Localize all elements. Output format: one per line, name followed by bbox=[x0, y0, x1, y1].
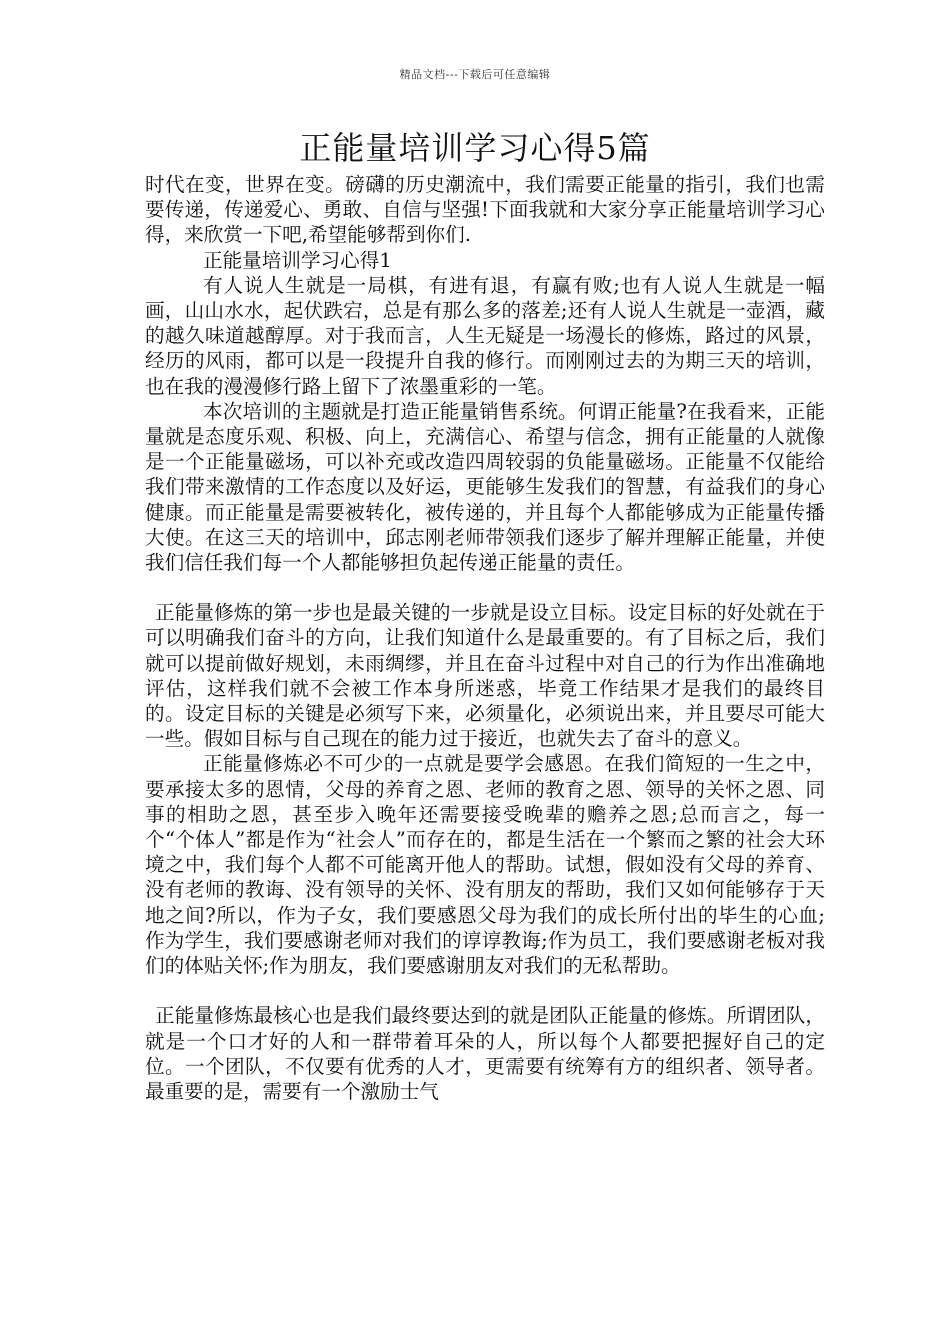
body-paragraph: 正能量修炼的第一步也是最关键的一步就是设立目标。设定目标的好处就在于可以明确我们奋斗的方向，让我们知道什么是最重要的。有了目标之后，我们就可以提前做好规划，未雨绸缪，并且在奋斗过程中对自己的行为作出准确地评估，这样我们就不会被工作本身所迷惑，毕竟工作结果才是我们的最终目的。设定目标的关键是必须写下来，必须量化，必须说出来，并且要尽可能大一些。假如目标与自己现在的能力过于接近，也就失去了奋斗的意义。 bbox=[145, 601, 825, 751]
body-paragraph: 本次培训的主题就是打造正能量销售系统。何谓正能量?在我看来，正能量就是态度乐观、积极、向上，充满信心、希望与信念，拥有正能量的人就像是一个正能量磁场，可以补充或改造四周较弱的负能量磁场。正能量不仅能给我们带来激情的工作态度以及好运，更能够生发我们的智慧，有益我们的身心健康。而正能量是需要被转化，被传递的，并且每个人都能够成为正能量传播大使。在这三天的培训中，邱志刚老师带领我们逐步了解并理解正能量，并使我们信任我们每一个人都能够担负起传递正能量的责任。 bbox=[145, 399, 825, 575]
body-paragraph: 正能量修炼最核心也是我们最终要达到的就是团队正能量的修炼。所谓团队，就是一个口才好的人和一群带着耳朵的人，所以每个人都要把握好自己的定位。一个团队，不仅要有优秀的人才，更需要有统筹有方的组织者、领导者。最重要的是，需要有一个激励士气 bbox=[145, 1004, 825, 1103]
document-title: 正能量培训学习心得5篇 bbox=[299, 129, 651, 167]
intro-paragraph: 时代在变，世界在变。磅礴的历史潮流中，我们需要正能量的指引，我们也需要传递，传递爱心、勇敢、自信与坚强!下面我就和大家分享正能量培训学习心得，来欣赏一下吧,希望能够帮到你们. bbox=[145, 173, 825, 247]
document-body bbox=[145, 172, 825, 1104]
section-heading: 正能量培训学习心得1 bbox=[203, 248, 392, 272]
body-paragraph: 正能量修炼必不可少的一点就是要学会感恩。在我们简短的一生之中，要承接太多的恩情，父母的养育之恩、老师的教育之恩、领导的关怀之恩、同事的相助之恩，甚至步入晚年还需要接受晚辈的赡养之恩;总而言之，每一个“个体人”都是作为“社会人”而存在的，都是生活在一个繁而之繁的社会大环境之中，我们每个人都不可能离开他人的帮助。试想，假如没有父母的养育、没有老师的教诲、没有领导的关怀、没有朋友的帮助，我们又如何能够存于天地之间?所以，作为子女，我们要感恩父母为我们的成长所付出的毕生的心血;作为学生，我们要感谢老师对我们的谆谆教诲;作为员工，我们要感谢老板对我们的体贴关怀;作为朋友，我们要感谢朋友对我们的无私帮助。 bbox=[145, 752, 825, 978]
header-note: 精品文档---下载后可任意编辑 bbox=[399, 68, 551, 81]
body-paragraph: 有人说人生就是一局棋，有进有退，有赢有败;也有人说人生就是一幅画，山山水水，起伏跌宕，总是有那么多的落差;还有人说人生就是一壶酒，藏的越久味道越醇厚。对于我而言，人生无疑是一场漫长的修炼，路过的风景，经历的风雨，都可以是一段提升自我的修行。而刚刚过去的为期三天的培训，也在我的漫漫修行路上留下了浓墨重彩的一笔。 bbox=[145, 273, 825, 398]
